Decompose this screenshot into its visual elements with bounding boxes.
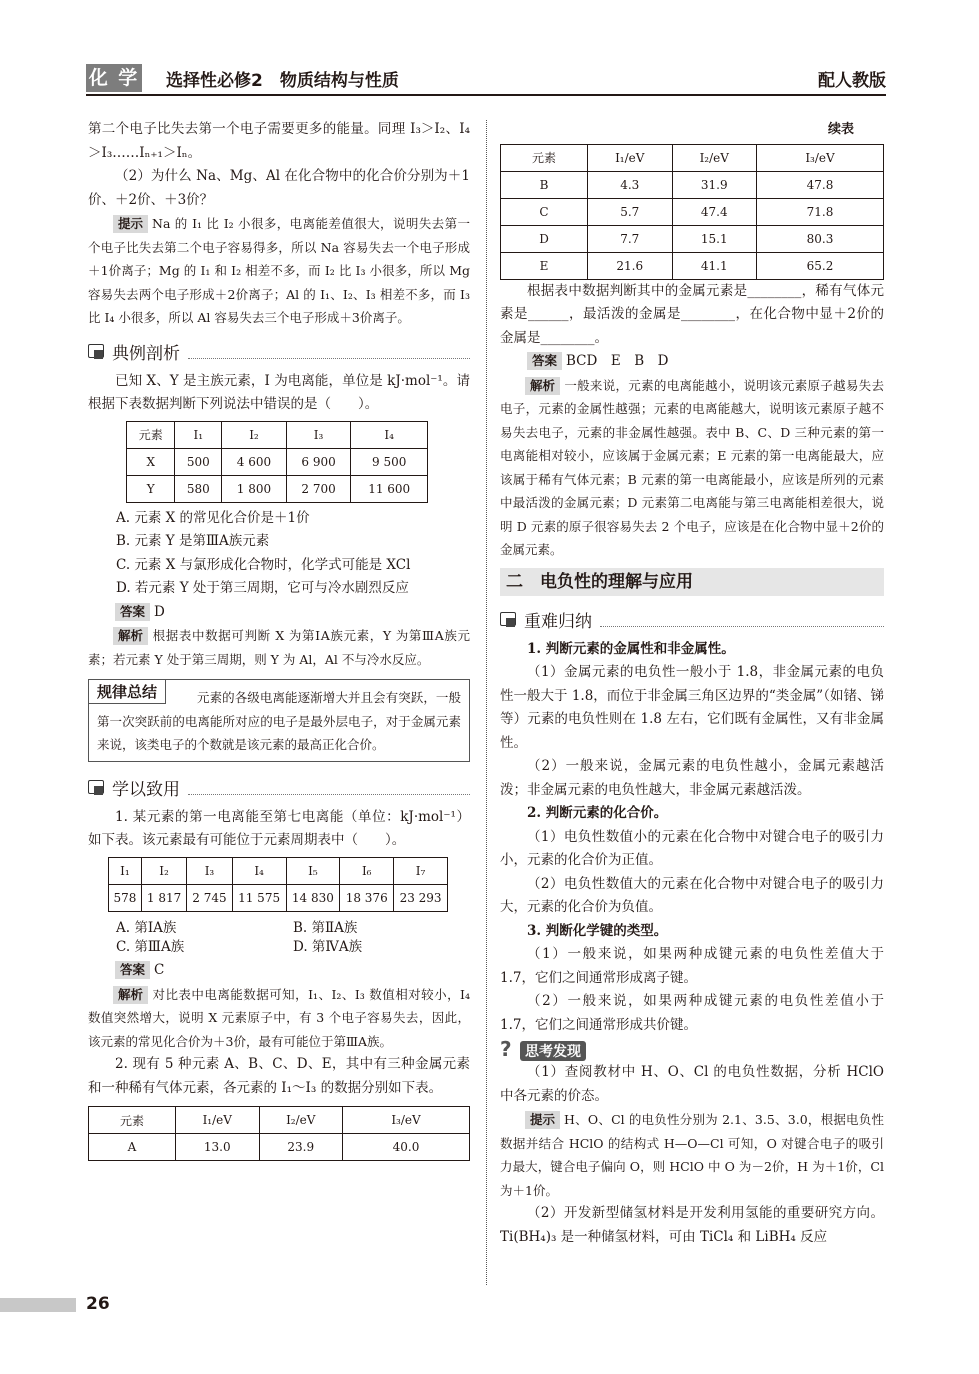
point-heading: 3. 判断化学键的类型。 [527,922,668,939]
table-cell: 9 500 [351,448,428,475]
rule-summary-box [88,679,470,762]
table-row [501,198,884,225]
intro-text: 第二个电子比失去第一个电子需要更多的能量。同理 I₃＞I₂、I₄＞I₃……Iₙ₊₁＞Iₙ。 [88,121,470,161]
answer-line [500,350,884,374]
table-header: I₁/eV [176,1107,260,1134]
hint-paragraph [500,1108,884,1202]
page-header [86,64,886,94]
think-question: （2）开发新型储氢材料是开发利用氢能的重要研究方向。Ti(BH₄)₃ 是一种储氢材料，可由 TiCl₄ 和 LiBH₄ 反应 [500,1205,884,1245]
point-text: （2）电负性数值大的元素在化合物中对键合电子的吸引力大，元素的化合价为负值。 [500,875,884,915]
rule-summary-text: 元素的各级电离能逐渐增大并且会有突跃，一般第一次突跃前的电离能所对应的电子是最外层电子，对于金属元素来说，该类电子的个数就是该元素的最高正化合价。 [97,690,461,752]
table-cell: 500 [175,448,222,475]
answer-line [88,601,470,625]
answer-tag: 答案 [527,352,562,370]
table-cell: 2 745 [187,884,232,911]
answer-value: D [154,603,165,620]
hint-text: Na 的 I₁ 比 I₂ 小很多，电离能差值很大，说明失去第一个电子比失去第二个电子容易得多，所以 Na 容易失去一个电子形成＋1价离子；Mg 的 I₁ 和 I₂ 相差不多，而 I₂ 比 I₃ 小很多，所以 Mg 容易失去两个电子形成＋2价离子；Al 的 I₁、I₂、I₃ 相差不多，而 I₃ 比 I₄ 小很多，所以 Al 容易失去三个电子形成＋3价离子。 [88,216,470,325]
table-header: I₃/eV [343,1107,470,1134]
answer-value: BCD E B D [566,353,669,369]
table-cell: 65.2 [757,252,884,279]
table-header: I₄ [232,857,286,884]
page-number: 26 [86,1294,110,1314]
practice-q1-stem: 1. 某元素的第一电离能至第七电离能（单位：kJ·mol⁻¹）如下表。该元素最有可能位于元素周期表中（ ）。 [88,808,470,848]
table-row [501,252,884,279]
example-stem: 已知 X、Y 是主族元素，I 为电离能，单位是 kJ·mol⁻¹。请根据下表数据判断下列说法中错误的是（ ）。 [88,372,470,412]
table-cell: E [501,252,588,279]
section-underline [188,794,470,795]
table-cell: X [127,448,175,475]
hint-text: H、O、Cl 的电负性分别为 2.1、3.5、3.0，根据电负性数据并结合 HClO 的结构式 H—O—Cl 可知，O 对键合电子的吸引力最大，键合电子偏向 O，则 HClO 中 O 为－2价，H 为＋1价，Cl 为＋1价。 [500,1112,884,1198]
table-cell: 4 600 [222,448,287,475]
table-cell: 80.3 [757,225,884,252]
point-text: （1）一般来说，如果两种成键元素的电负性差值大于 1.7，它们之间通常形成离子键。 [500,946,884,986]
table-header: I₅ [286,857,340,884]
section-key-points [500,604,884,634]
hint-paragraph [88,212,470,330]
point-text: （1）金属元素的电负性一般小于 1.8，非金属元素的电负性一般大于 1.8，而位于非金属三角区边界的“类金属”（如锗、锑等）元素的电负性则在 1.8 左右，它们既有金属性，又有非金属性。 [500,664,884,751]
table-cell: D [501,225,588,252]
table-cell: 11 575 [232,884,286,911]
table-cell: 23 293 [394,884,448,911]
answer-value: C [154,962,165,978]
analysis-tag: 解析 [113,986,148,1004]
analysis-text: 对比表中电离能数据可知，I₁、I₂、I₃ 数值相对较小，I₄ 数值突然增大，说明 X 元素原子中，有 3 个电子容易失去，因此，该元素的常见化合价为＋3价，最有可能位于第ⅢA族。 [88,986,470,1049]
table-cell: 4.3 [588,171,673,198]
analysis-tag: 解析 [113,627,148,645]
table-header: I₁ [175,421,222,448]
table-row [501,225,884,252]
left-column [88,118,470,1161]
book-title: 选择性必修2 物质结构与性质 [166,71,399,91]
table-cell: 14 830 [286,884,340,911]
table-header: I₃ [286,421,351,448]
table-header: 元素 [127,421,175,448]
option-d: D. 第ⅣA族 [293,938,363,955]
question-2: （2）为什么 Na、Mg、Al 在化合物中的化合价分别为＋1价、＋2价、＋3价？ [88,168,470,208]
table-header: I₂/eV [672,144,757,171]
table-header: I₂ [222,421,287,448]
table-cell: 71.8 [757,198,884,225]
table-cell: 31.9 [672,171,757,198]
table-cell: Y [127,475,175,502]
subject-label: 化 学 [86,64,142,92]
continued-label: 续表 [827,122,854,137]
header-rule [86,94,886,96]
option-d: D. 若元素 Y 处于第三周期，它可与冷水剧烈反应 [116,580,409,596]
options-row [88,936,470,960]
table-cell: 21.6 [588,252,673,279]
point-heading: 2. 判断元素的化合价。 [527,805,668,821]
section-underline [600,626,884,627]
analysis-paragraph [88,624,470,671]
publisher-label: 配人教版 [818,71,886,91]
option-c: C. 元素 X 与氯形成化合物时，化学式可能是 XCl [116,556,411,573]
table-header: I₁ [109,857,142,884]
point-text: （1）电负性数值小的元素在化合物中对键合电子的吸引力小，元素的化合价为正值。 [500,828,884,868]
question-ask: 根据表中数据判断其中的金属元素是________，稀有气体元素是______，最活泼的金属是________，在化合物中显＋2价的金属是________。 [500,282,884,346]
analysis-paragraph [500,374,884,562]
table-header: I₆ [340,857,394,884]
point-text: （2）一般来说，如果两种成键元素的电负性差值小于 1.7，它们之间通常形成共价键。 [500,993,884,1033]
answer-tag: 答案 [115,961,150,979]
footer-bar [0,1298,76,1312]
table-cell: 7.7 [588,225,673,252]
table-header: I₃/eV [757,144,884,171]
example-table [126,421,428,503]
section-practice [88,772,470,802]
table-cell: 13.0 [176,1134,260,1161]
hint-tag: 提示 [113,215,148,233]
section-title: 重难归纳 [524,611,592,632]
think-question: （1）查阅教材中 H、O、Cl 的电负性数据，分析 HClO 中各元素的价态。 [500,1064,884,1104]
analysis-paragraph [88,983,470,1054]
table-header: I₃ [187,857,232,884]
table-cell: 23.9 [259,1134,343,1161]
section-title: 典例剖析 [112,343,180,364]
analysis-text: 根据表中数据可判断 X 为第ⅠA族元素，Y 为第ⅢA族元素；若元素 Y 处于第三周期，则 Y 为 Al，Al 不与冷水反应。 [88,628,470,667]
book-icon [88,344,104,358]
point-text: （2）一般来说，金属元素的电负性越小，金属元素越活泼；非金属元素的电负性越大，非金属元素越活泼。 [500,758,884,798]
section-title: 学以致用 [112,779,180,800]
table-cell: 40.0 [343,1134,470,1161]
think-header [500,1037,884,1061]
table-cell: 11 600 [351,475,428,502]
column-divider [486,120,487,1285]
rule-summary-label: 规律总结 [88,679,166,704]
table-cell: 580 [175,475,222,502]
continued-table [500,144,884,280]
table-header: 元素 [501,144,588,171]
table-cell: 18 376 [340,884,394,911]
answer-line [88,959,470,983]
practice-q2-stem: 2. 现有 5 种元素 A、B、C、D、E，其中有三种金属元素和一种稀有气体元素，各元素的 I₁～I₃ 的数据分别如下表。 [88,1056,470,1096]
section-underline [188,358,470,359]
practice-q1-table [108,857,448,912]
table-row [109,884,448,911]
table-row [127,448,428,475]
table-cell: 6 900 [286,448,351,475]
book-icon [500,612,516,626]
analysis-tag: 解析 [525,377,560,395]
option-a: A. 元素 X 的常见化合价是＋1价 [116,509,310,526]
table-cell: 41.1 [672,252,757,279]
table-cell: 2 700 [286,475,351,502]
option-b: B. 元素 Y 是第ⅢA族元素 [116,533,270,549]
table-header: 元素 [89,1107,176,1134]
table-cell: B [501,171,588,198]
point-heading: 1. 判断元素的金属性和非金属性。 [527,640,735,657]
analysis-text: 一般来说，元素的电离能越小，说明该元素原子越易失去电子，元素的金属性越强；元素的电离能越大，说明该元素原子越不易失去电子，元素的非金属性越强。表中 B、C、D 三种元素的第一电离能相对较小，应该属于金属元素；E 元素的第一电离能最大，应该属于稀有气体元素；B 元素的第一电离能最小，应该是所列的元素中最活泼的金属元素；D 元素第二电离能与第三电离能相差很大，说明 D 元素的原子很容易失去 2 个电子，应该是在化合物中显＋2价的金属元素。 [500,377,884,557]
table-header: I₂ [141,857,186,884]
table-row [501,171,884,198]
table-cell: 1 800 [222,475,287,502]
book-icon [88,780,104,794]
right-column [500,118,884,1249]
section-example [88,336,470,366]
think-label: 思考发现 [520,1041,586,1061]
option-c: C. 第ⅢA族 [116,938,185,955]
table-cell: 47.4 [672,198,757,225]
table-row [127,475,428,502]
table-cell: 1 817 [141,884,186,911]
table-cell: 578 [109,884,142,911]
practice-q2-table [88,1106,470,1161]
table-cell: 5.7 [588,198,673,225]
hint-tag: 提示 [525,1111,560,1129]
table-cell: 15.1 [672,225,757,252]
answer-tag: 答案 [115,603,150,621]
table-header: I₁/eV [588,144,673,171]
table-header: I₂/eV [259,1107,343,1134]
option-b: B. 第ⅡA族 [293,919,358,936]
major-section-title: 二 电负性的理解与应用 [500,568,884,596]
option-a: A. 第ⅠA族 [116,919,177,936]
options-row [88,916,470,936]
table-header: I₇ [394,857,448,884]
table-cell: C [501,198,588,225]
question-mark-icon: ? [500,1037,512,1061]
table-header: I₄ [351,421,428,448]
table-row [89,1134,470,1161]
table-cell: 47.8 [757,171,884,198]
table-cell: A [89,1134,176,1161]
